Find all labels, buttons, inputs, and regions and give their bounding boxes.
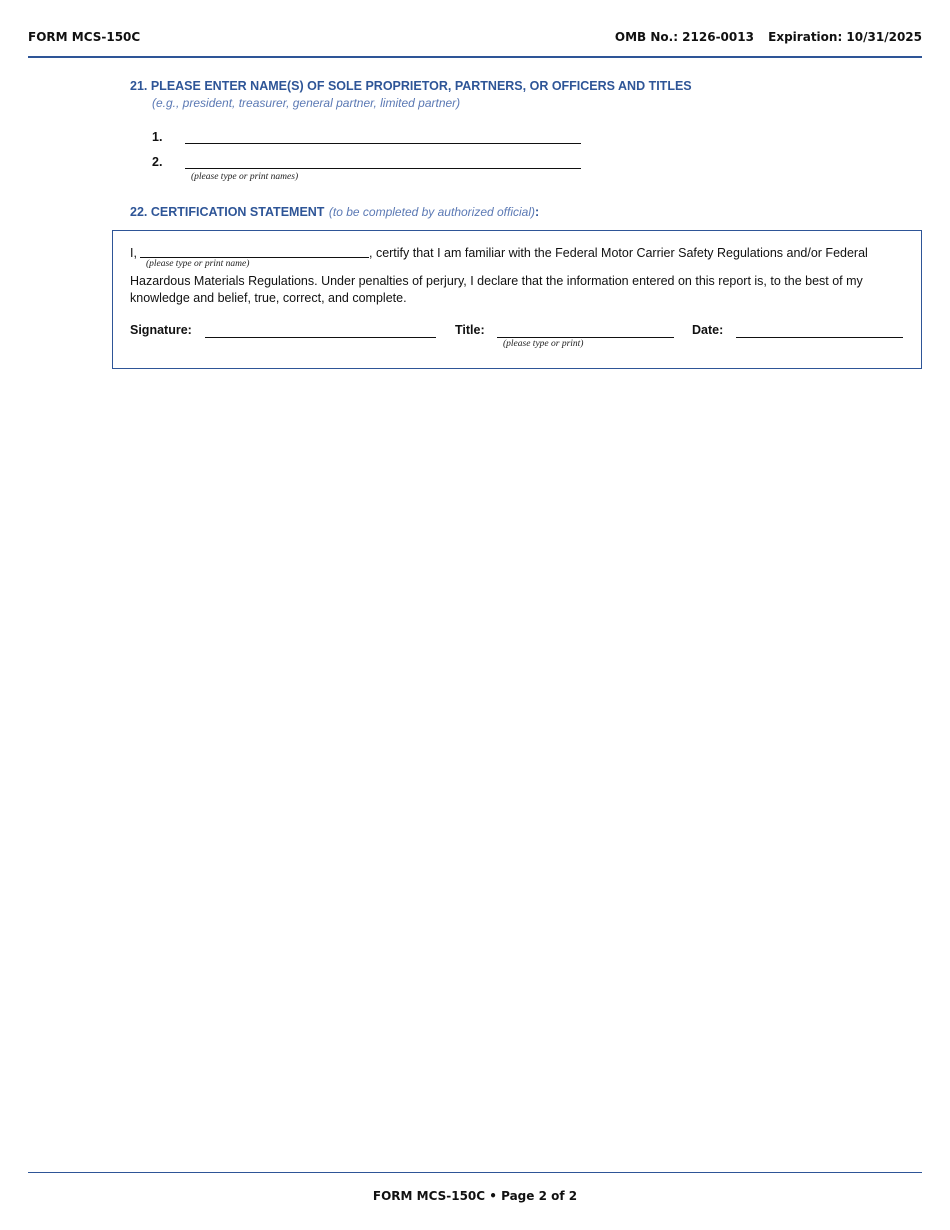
title-label: Title:: [455, 323, 485, 337]
title-hint: (please type or print): [503, 339, 584, 349]
expiration-date: Expiration: 10/31/2025: [768, 30, 922, 44]
page-footer: FORM MCS-150C • Page 2 of 2: [372, 1189, 578, 1203]
cert-line-3: knowledge and belief, true, correct, and complete.: [130, 291, 407, 305]
date-label: Date:: [692, 323, 724, 337]
date-field[interactable]: [736, 337, 903, 338]
section-22-colon: :: [535, 205, 540, 219]
section-21-title: 21. PLEASE ENTER NAME(S) OF SOLE PROPRIETOR, PARTNERS, OR OFFICERS AND TITLES: [130, 79, 692, 93]
name-item-2-label: 2.: [152, 155, 163, 169]
certifier-name-field[interactable]: [140, 257, 369, 258]
certifier-name-hint: (please type or print name): [146, 259, 250, 269]
footer-divider: [28, 1172, 922, 1173]
cert-line-2: Hazardous Materials Regulations. Under penalties of perjury, I declare that the information entered on this report is, to the best of my: [130, 274, 863, 288]
section-22-heading: [130, 203, 539, 221]
cert-line-1: , certify that I am familiar with the Federal Motor Carrier Safety Regulations and/or Federal: [369, 246, 868, 260]
name-item-2-field[interactable]: [185, 168, 581, 169]
section-22-subtitle: (to be completed by authorized official): [328, 205, 536, 219]
signature-field[interactable]: [205, 337, 436, 338]
form-id: FORM MCS-150C: [28, 30, 141, 44]
signature-label: Signature:: [130, 323, 192, 337]
header-right: [605, 30, 922, 44]
section-21-subtitle: (e.g., president, treasurer, general partner, limited partner): [152, 96, 461, 110]
omb-number: OMB No.: 2126-0013: [614, 30, 754, 44]
cert-prefix: I,: [130, 246, 137, 260]
section-22-title: 22. CERTIFICATION STATEMENT: [130, 205, 325, 219]
name-item-1-label: 1.: [152, 130, 163, 144]
names-hint: (please type or print names): [191, 172, 299, 182]
page-header: [28, 30, 922, 58]
name-item-1-field[interactable]: [185, 143, 581, 144]
title-field[interactable]: [497, 337, 674, 338]
